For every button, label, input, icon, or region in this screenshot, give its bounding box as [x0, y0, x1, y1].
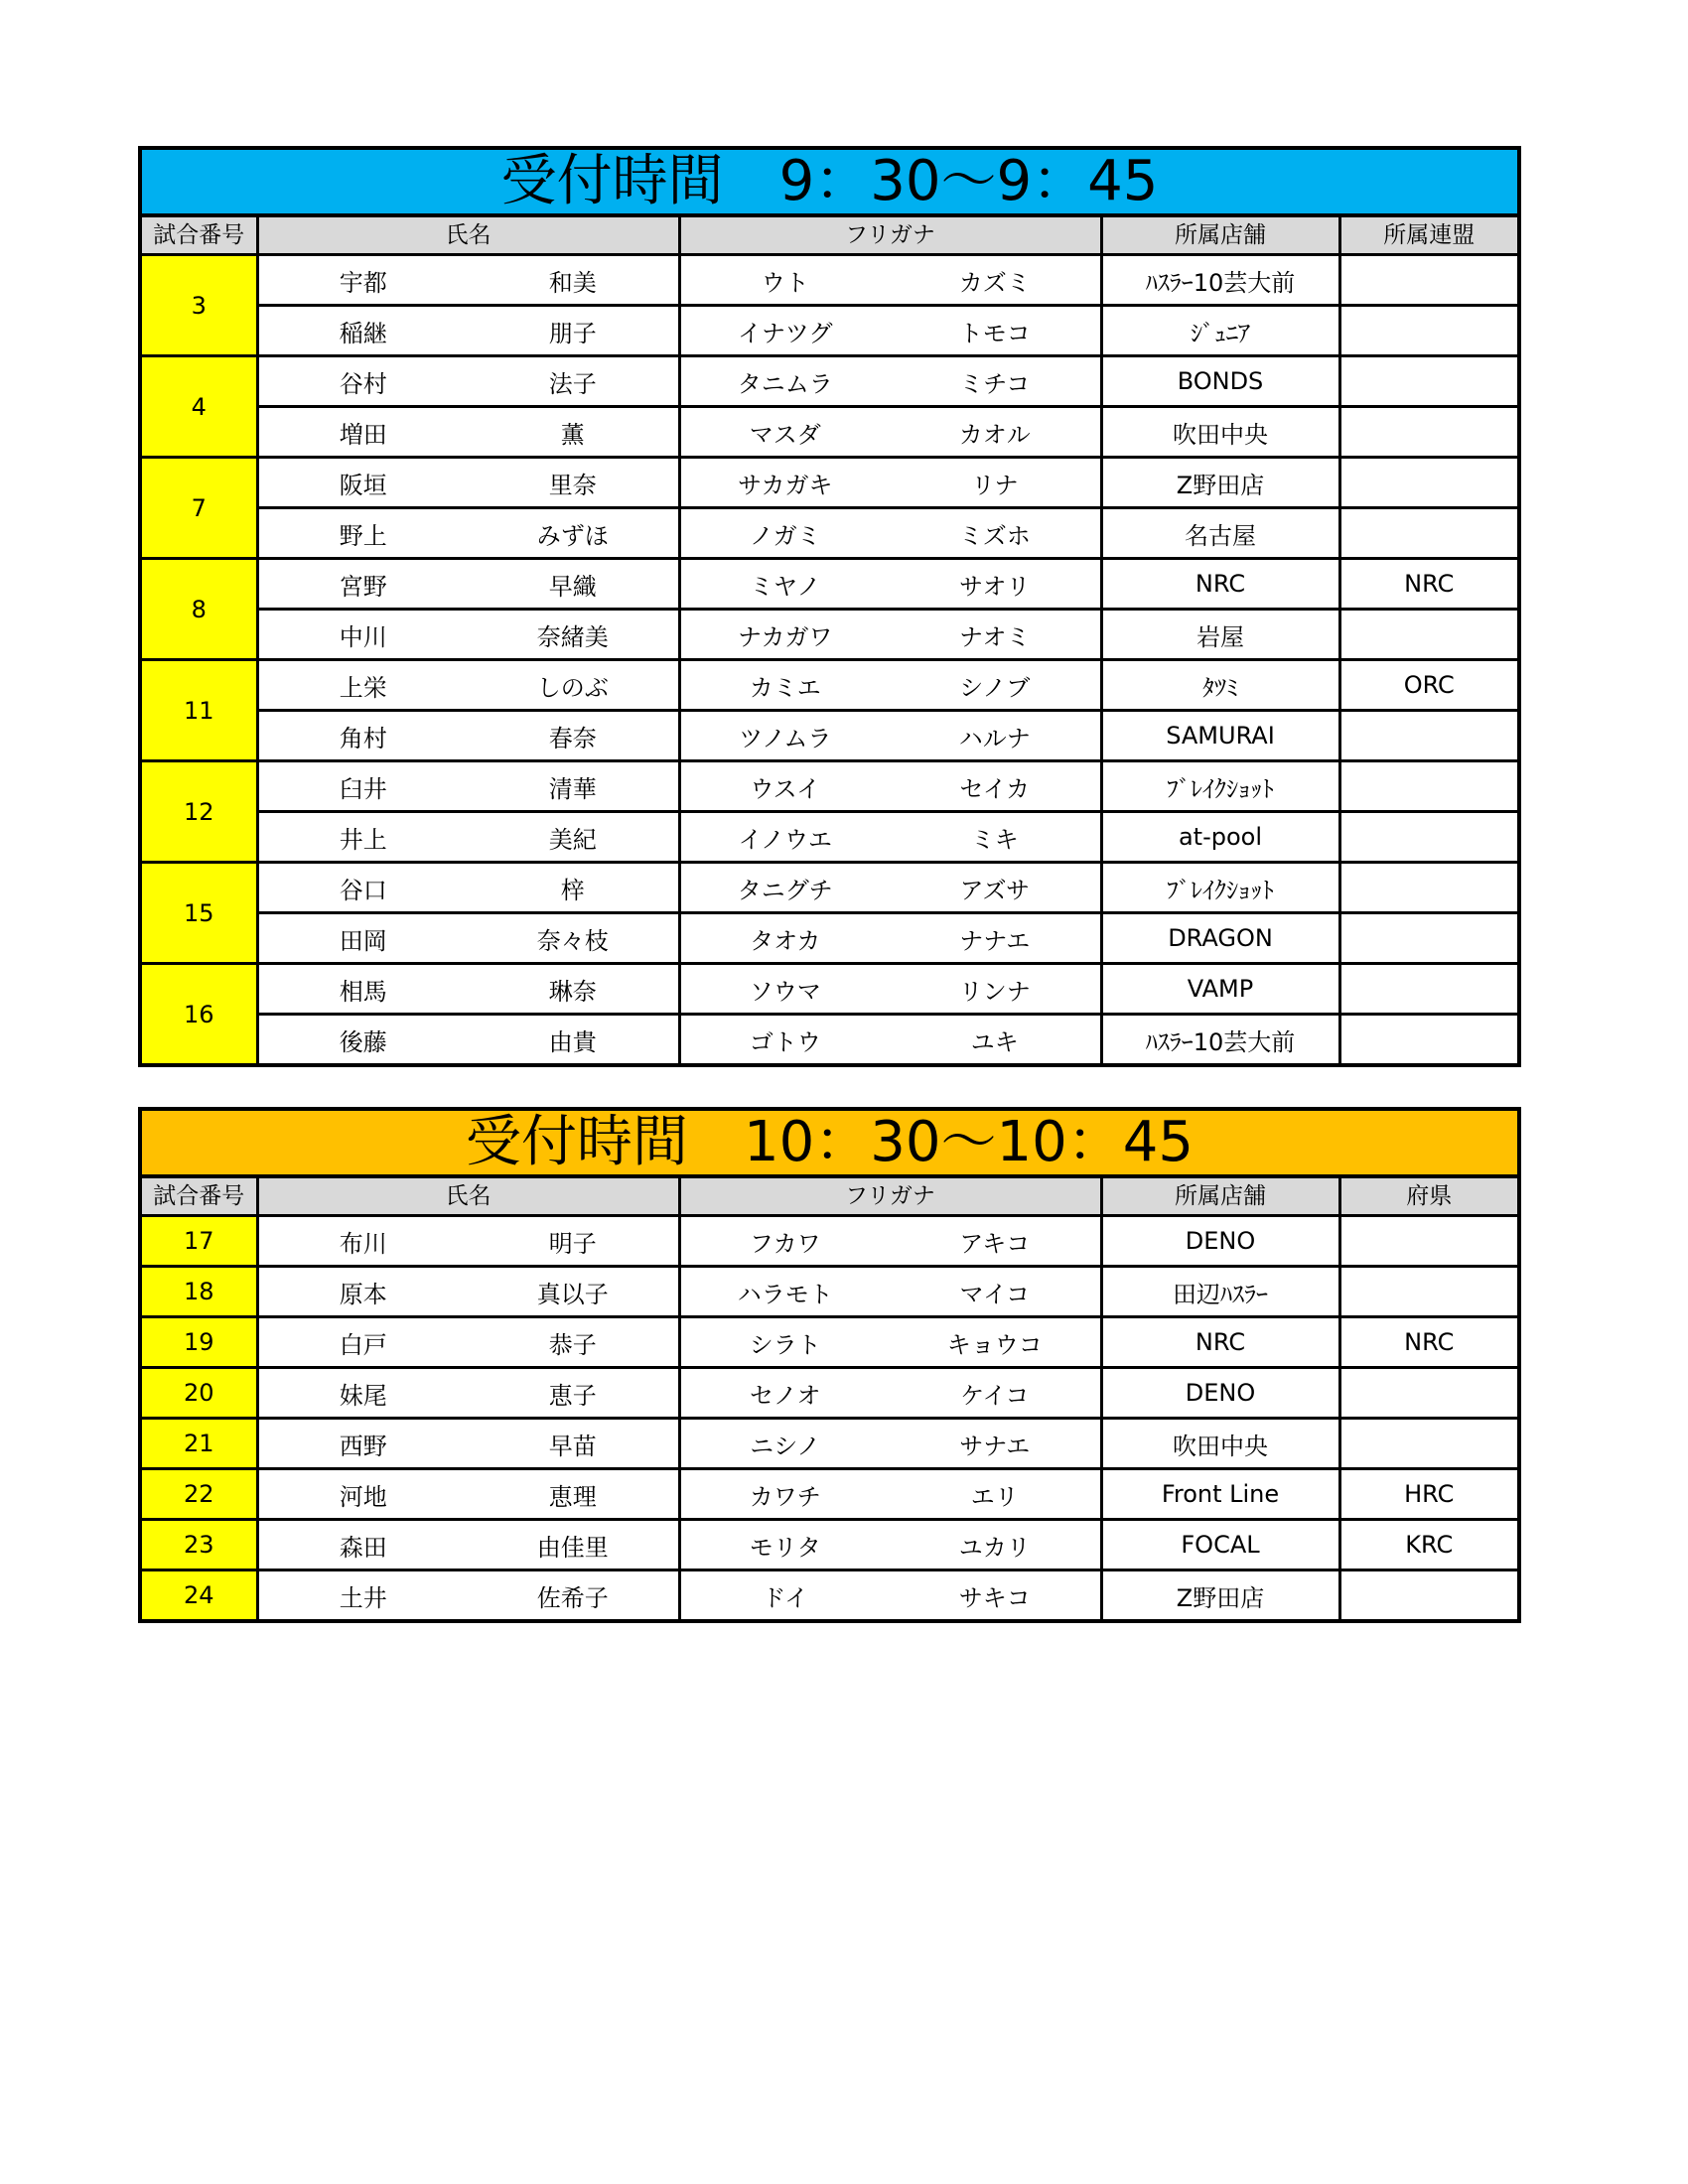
surname-cell: 土井 [257, 1570, 468, 1622]
surname-cell: 宮野 [257, 559, 468, 610]
shop-cell: ﾊｽﾗｰ10芸大前 [1101, 255, 1339, 306]
surname-cell: 稲継 [257, 306, 468, 356]
shop-cell: 名古屋 [1101, 508, 1339, 559]
league-cell [1339, 356, 1519, 407]
furigana-given-name-cell: ケイコ [890, 1368, 1101, 1419]
shop-cell: 吹田中央 [1101, 407, 1339, 458]
shop-cell: DENO [1101, 1216, 1339, 1267]
shop-cell: 吹田中央 [1101, 1419, 1339, 1469]
furigana-given-name-cell: ハルナ [890, 711, 1101, 761]
surname-cell: 宇都 [257, 255, 468, 306]
given-name-cell: 明子 [468, 1216, 679, 1267]
furigana-given-name-cell: エリ [890, 1469, 1101, 1520]
table-row [140, 610, 1519, 660]
surname-cell: 角村 [257, 711, 468, 761]
table-row [140, 1469, 1519, 1520]
given-name-cell: 恵子 [468, 1368, 679, 1419]
furigana-given-name-cell: カオル [890, 407, 1101, 458]
header-row [140, 215, 1519, 255]
given-name-cell: 春奈 [468, 711, 679, 761]
league-cell [1339, 255, 1519, 306]
furigana-surname-cell: カワチ [679, 1469, 890, 1520]
league-cell [1339, 1570, 1519, 1622]
given-name-cell: 早苗 [468, 1419, 679, 1469]
table-row [140, 660, 1519, 711]
table-row [140, 1015, 1519, 1066]
match-number-cell: 18 [140, 1267, 257, 1317]
table-row [140, 812, 1519, 863]
header-shop: 所属店舗 [1101, 1176, 1339, 1216]
table-row [140, 356, 1519, 407]
furigana-surname-cell: サカガキ [679, 458, 890, 508]
table-row [140, 1216, 1519, 1267]
title-row [140, 1109, 1519, 1176]
given-name-cell: 奈緒美 [468, 610, 679, 660]
match-number-cell: 8 [140, 559, 257, 660]
match-number-cell: 7 [140, 458, 257, 559]
surname-cell: 中川 [257, 610, 468, 660]
furigana-given-name-cell: ミキ [890, 812, 1101, 863]
shop-cell: DENO [1101, 1368, 1339, 1419]
furigana-given-name-cell: トモコ [890, 306, 1101, 356]
header-furigana: フリガナ [679, 215, 1101, 255]
table-row [140, 255, 1519, 306]
table-row [140, 559, 1519, 610]
match-number-cell: 3 [140, 255, 257, 356]
shop-cell: Z野田店 [1101, 458, 1339, 508]
given-name-cell: 法子 [468, 356, 679, 407]
league-cell [1339, 458, 1519, 508]
surname-cell: 河地 [257, 1469, 468, 1520]
surname-cell: 井上 [257, 812, 468, 863]
league-cell [1339, 761, 1519, 812]
shop-cell: NRC [1101, 559, 1339, 610]
table-row [140, 1520, 1519, 1570]
furigana-surname-cell: フカワ [679, 1216, 890, 1267]
league-cell [1339, 508, 1519, 559]
surname-cell: 谷村 [257, 356, 468, 407]
surname-cell: 布川 [257, 1216, 468, 1267]
surname-cell: 相馬 [257, 964, 468, 1015]
table-row [140, 1368, 1519, 1419]
league-cell: HRC [1339, 1469, 1519, 1520]
league-cell [1339, 1267, 1519, 1317]
furigana-surname-cell: ツノムラ [679, 711, 890, 761]
header-shop: 所属店舗 [1101, 215, 1339, 255]
furigana-given-name-cell: ナナエ [890, 913, 1101, 964]
furigana-surname-cell: ノガミ [679, 508, 890, 559]
furigana-given-name-cell: アズサ [890, 863, 1101, 913]
given-name-cell: 梓 [468, 863, 679, 913]
match-number-cell: 23 [140, 1520, 257, 1570]
league-cell: NRC [1339, 559, 1519, 610]
shop-cell: SAMURAI [1101, 711, 1339, 761]
league-cell: KRC [1339, 1520, 1519, 1570]
match-number-cell: 11 [140, 660, 257, 761]
surname-cell: 阪垣 [257, 458, 468, 508]
given-name-cell: 美紀 [468, 812, 679, 863]
furigana-surname-cell: タニムラ [679, 356, 890, 407]
furigana-given-name-cell: サオリ [890, 559, 1101, 610]
table-row [140, 863, 1519, 913]
given-name-cell: 朋子 [468, 306, 679, 356]
given-name-cell: 由貴 [468, 1015, 679, 1066]
header-prefecture: 府県 [1339, 1176, 1519, 1216]
table-row [140, 1570, 1519, 1622]
given-name-cell: 清華 [468, 761, 679, 812]
furigana-given-name-cell: ミチコ [890, 356, 1101, 407]
shop-cell: FOCAL [1101, 1520, 1339, 1570]
league-cell [1339, 407, 1519, 458]
surname-cell: 白戸 [257, 1317, 468, 1368]
furigana-given-name-cell: ナオミ [890, 610, 1101, 660]
furigana-surname-cell: ソウマ [679, 964, 890, 1015]
surname-cell: 増田 [257, 407, 468, 458]
league-cell [1339, 1419, 1519, 1469]
surname-cell: 野上 [257, 508, 468, 559]
furigana-given-name-cell: キョウコ [890, 1317, 1101, 1368]
furigana-surname-cell: ウスイ [679, 761, 890, 812]
furigana-surname-cell: ゴトウ [679, 1015, 890, 1066]
furigana-given-name-cell: カズミ [890, 255, 1101, 306]
table-body [140, 1216, 1519, 1622]
table-row [140, 306, 1519, 356]
shop-cell: ﾊｽﾗｰ10芸大前 [1101, 1015, 1339, 1066]
league-cell [1339, 711, 1519, 761]
given-name-cell: 佐希子 [468, 1570, 679, 1622]
header-match-number: 試合番号 [140, 1176, 257, 1216]
given-name-cell: 恵理 [468, 1469, 679, 1520]
furigana-surname-cell: カミエ [679, 660, 890, 711]
match-number-cell: 20 [140, 1368, 257, 1419]
match-number-cell: 15 [140, 863, 257, 964]
shop-cell: BONDS [1101, 356, 1339, 407]
table-row [140, 913, 1519, 964]
shop-cell: Z野田店 [1101, 1570, 1339, 1622]
table-row [140, 1317, 1519, 1368]
furigana-surname-cell: ハラモト [679, 1267, 890, 1317]
shop-cell: DRAGON [1101, 913, 1339, 964]
furigana-surname-cell: モリタ [679, 1520, 890, 1570]
reception-table-morning [138, 146, 1521, 1067]
shop-cell: ｼﾞｭﾆｱ [1101, 306, 1339, 356]
shop-cell: at-pool [1101, 812, 1339, 863]
furigana-given-name-cell: サキコ [890, 1570, 1101, 1622]
table-body [140, 255, 1519, 1066]
league-cell: NRC [1339, 1317, 1519, 1368]
given-name-cell: 由佳里 [468, 1520, 679, 1570]
league-cell [1339, 863, 1519, 913]
match-number-cell: 17 [140, 1216, 257, 1267]
furigana-surname-cell: ウト [679, 255, 890, 306]
furigana-given-name-cell: ユキ [890, 1015, 1101, 1066]
title-row [140, 148, 1519, 215]
match-number-cell: 22 [140, 1469, 257, 1520]
shop-cell: ﾀﾂﾐ [1101, 660, 1339, 711]
league-cell [1339, 1216, 1519, 1267]
shop-cell: Front Line [1101, 1469, 1339, 1520]
furigana-surname-cell: ニシノ [679, 1419, 890, 1469]
header-name: 氏名 [257, 215, 679, 255]
shop-cell: ﾌﾞﾚｲｸｼｮｯﾄ [1101, 761, 1339, 812]
furigana-given-name-cell: ミズホ [890, 508, 1101, 559]
given-name-cell: 和美 [468, 255, 679, 306]
surname-cell: 妹尾 [257, 1368, 468, 1419]
shop-cell: ﾌﾞﾚｲｸｼｮｯﾄ [1101, 863, 1339, 913]
league-cell [1339, 913, 1519, 964]
table-row [140, 761, 1519, 812]
furigana-given-name-cell: アキコ [890, 1216, 1101, 1267]
match-number-cell: 21 [140, 1419, 257, 1469]
match-number-cell: 4 [140, 356, 257, 458]
surname-cell: 上栄 [257, 660, 468, 711]
furigana-surname-cell: セノオ [679, 1368, 890, 1419]
surname-cell: 谷口 [257, 863, 468, 913]
table-row [140, 1419, 1519, 1469]
league-cell [1339, 964, 1519, 1015]
header-furigana: フリガナ [679, 1176, 1101, 1216]
given-name-cell: 里奈 [468, 458, 679, 508]
match-number-cell: 16 [140, 964, 257, 1066]
reception-time-title: 受付時間 10：30～10：45 [140, 1109, 1519, 1176]
furigana-surname-cell: タオカ [679, 913, 890, 964]
surname-cell: 西野 [257, 1419, 468, 1469]
table-row [140, 964, 1519, 1015]
table-row [140, 508, 1519, 559]
header-match-number: 試合番号 [140, 215, 257, 255]
shop-cell: VAMP [1101, 964, 1339, 1015]
furigana-given-name-cell: ユカリ [890, 1520, 1101, 1570]
furigana-surname-cell: マスダ [679, 407, 890, 458]
league-cell [1339, 306, 1519, 356]
furigana-surname-cell: イナツグ [679, 306, 890, 356]
given-name-cell: 奈々枝 [468, 913, 679, 964]
furigana-given-name-cell: マイコ [890, 1267, 1101, 1317]
surname-cell: 田岡 [257, 913, 468, 964]
surname-cell: 後藤 [257, 1015, 468, 1066]
furigana-surname-cell: ナカガワ [679, 610, 890, 660]
furigana-surname-cell: ミヤノ [679, 559, 890, 610]
given-name-cell: 薫 [468, 407, 679, 458]
furigana-given-name-cell: セイカ [890, 761, 1101, 812]
surname-cell: 臼井 [257, 761, 468, 812]
league-cell [1339, 812, 1519, 863]
shop-cell: NRC [1101, 1317, 1339, 1368]
furigana-surname-cell: ドイ [679, 1570, 890, 1622]
furigana-given-name-cell: サナエ [890, 1419, 1101, 1469]
furigana-given-name-cell: シノブ [890, 660, 1101, 711]
given-name-cell: 早織 [468, 559, 679, 610]
furigana-surname-cell: イノウエ [679, 812, 890, 863]
table-row [140, 1267, 1519, 1317]
header-league: 所属連盟 [1339, 215, 1519, 255]
table-row [140, 407, 1519, 458]
reception-time-title: 受付時間 9：30～9：45 [140, 148, 1519, 215]
given-name-cell: 琳奈 [468, 964, 679, 1015]
surname-cell: 森田 [257, 1520, 468, 1570]
header-name: 氏名 [257, 1176, 679, 1216]
furigana-surname-cell: タニグチ [679, 863, 890, 913]
shop-cell: 岩屋 [1101, 610, 1339, 660]
table-row [140, 711, 1519, 761]
match-number-cell: 19 [140, 1317, 257, 1368]
match-number-cell: 24 [140, 1570, 257, 1622]
given-name-cell: 恭子 [468, 1317, 679, 1368]
given-name-cell: みずほ [468, 508, 679, 559]
header-row [140, 1176, 1519, 1216]
surname-cell: 原本 [257, 1267, 468, 1317]
league-cell: ORC [1339, 660, 1519, 711]
furigana-surname-cell: シラト [679, 1317, 890, 1368]
league-cell [1339, 1368, 1519, 1419]
league-cell [1339, 610, 1519, 660]
shop-cell: 田辺ﾊｽﾗｰ [1101, 1267, 1339, 1317]
furigana-given-name-cell: リナ [890, 458, 1101, 508]
table-row [140, 458, 1519, 508]
league-cell [1339, 1015, 1519, 1066]
furigana-given-name-cell: リンナ [890, 964, 1101, 1015]
given-name-cell: しのぶ [468, 660, 679, 711]
match-number-cell: 12 [140, 761, 257, 863]
reception-table-late-morning [138, 1107, 1521, 1623]
given-name-cell: 真以子 [468, 1267, 679, 1317]
